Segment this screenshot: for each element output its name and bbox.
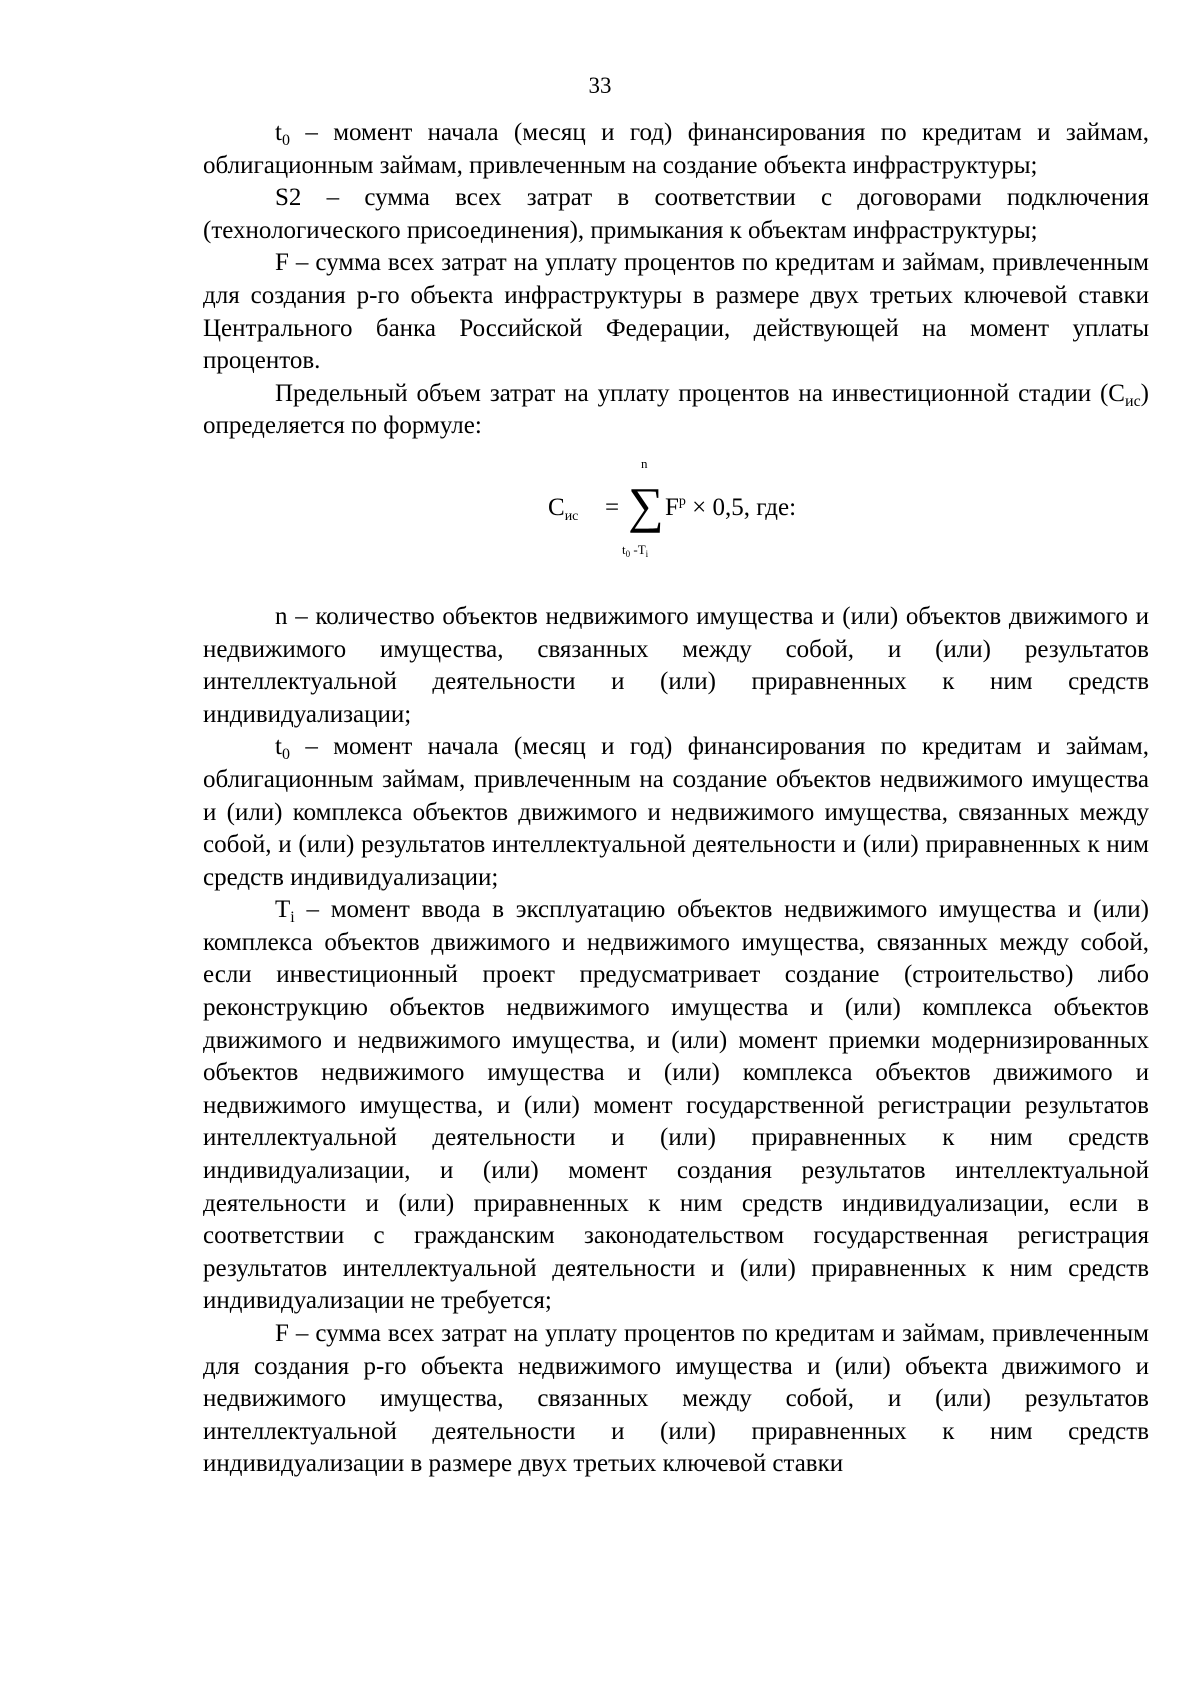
symbol-t-subscript: 0 — [281, 132, 290, 149]
paragraph-text-tail: ) определяется по формуле: — [203, 379, 1149, 440]
formula-equals: = — [605, 493, 620, 521]
paragraph-text: – момент начала (месяц и год) финансирования по кредитам и займам, облигационным займам, привлеченным на создание объекта инфраструктуры; — [203, 119, 1149, 179]
paragraph-f-definition-2 — [203, 1318, 1149, 1481]
page-number: 33 — [588, 73, 612, 98]
symbol-t: t — [275, 733, 282, 761]
formula-term — [665, 493, 796, 523]
lower-limit-t: t — [622, 541, 626, 557]
paragraph-text: Предельный объем затрат на уплату процентов на инвестиционной стадии (С — [275, 379, 1125, 407]
document-body — [203, 117, 1149, 1481]
formula-term-superscript: p — [678, 493, 686, 509]
paragraph-text: F – сумма всех затрат на уплату процентов по кредитам и займам, привлеченным для создания p-го объекта инфраструктуры в размере двух третьих ключевой ставки Центрального банка Российской Федерации, действующей на момент уплаты процентов. — [203, 249, 1149, 375]
paragraph-text: – момент ввода в эксплуатацию объектов недвижимого имущества и (или) комплекса объектов движимого и недвижимого имущества, связанных между собой, если инвестиционный проект предусматривает создание (строительство) либо реконструкцию объектов недвижимого имущества и (или) комплекса объектов движимого и недвижимого имущества, и (или) момент приемки модернизированных объектов недвижимого имущества и (или) комплекса объектов движимого и недвижимого имущества, и (или) момент государственной регистрации результатов интеллектуальной деятельности и (или) приравненных к ним средств индивидуализации, и (или) момент создания результатов интеллектуальной деятельности и (или) приравненных к ним средств индивидуализации, если в соответствии с гражданским законодательством государственная регистрация результатов интеллектуальной деятельности и (или) приравненных к ним средств индивидуализации не требуется; — [203, 896, 1149, 1315]
sum-lower-limit — [622, 543, 648, 561]
lower-limit-T-subscript: i — [645, 548, 649, 559]
formula-lhs — [548, 493, 578, 523]
formula-block — [203, 449, 1149, 579]
formula-tail: × 0,5, где: — [685, 493, 797, 521]
lower-limit-t-subscript: 0 — [625, 548, 631, 559]
symbol-T-subscript: i — [290, 909, 295, 927]
paragraph-ti-definition — [203, 894, 1149, 1318]
sum-upper-limit: n — [641, 455, 648, 471]
paragraph-t0-definition — [203, 117, 1149, 182]
paragraph-text: S2 – сумма всех затрат в соответствии с договорами подключения (технологического присоединения), примыкания к объектам инфраструктуры; — [203, 184, 1149, 244]
paragraph-text: – момент начала (месяц и год) финансирования по кредитам и займам, облигационным займам, привлеченным на создание объектов недвижимого имущества и (или) комплекса объектов движимого и недвижимого имущества, связанных между собой, и (или) результатов интеллектуальной деятельности и (или) приравненных к ним средств индивидуализации; — [203, 733, 1149, 891]
lower-limit-separator: -T — [630, 541, 646, 557]
sigma-symbol: ∑ — [628, 476, 664, 533]
paragraph-t0-definition-2 — [203, 731, 1149, 894]
paragraph-f-definition — [203, 247, 1149, 377]
symbol-T: T — [275, 896, 291, 924]
formula-term-symbol: F — [665, 493, 679, 521]
c-subscript: ис — [1125, 392, 1141, 410]
paragraph-text: F – сумма всех затрат на уплату процентов по кредитам и займам, привлеченным для создания p-го объекта недвижимого имущества и (или) объекта движимого и недвижимого имущества, связанных между собой, и (или) результатов интеллектуальной деятельности и (или) приравненных к ним средств индивидуализации в размере двух третьих ключевой ставки — [203, 1320, 1149, 1478]
formula-lhs-subscript: ис — [564, 508, 579, 524]
formula-lhs-symbol: C — [548, 493, 565, 521]
paragraph-s2-definition — [203, 182, 1149, 247]
symbol-t-subscript: 0 — [281, 746, 290, 764]
paragraph-formula-intro — [203, 378, 1149, 443]
paragraph-n-definition — [203, 601, 1149, 731]
paragraph-text: n – количество объектов недвижимого имущества и (или) объектов движимого и недвижимого имущества, связанных между собой, и (или) результатов интеллектуальной деятельности и (или) приравненных к ним средств индивидуализации; — [203, 602, 1149, 728]
symbol-t: t — [275, 119, 282, 146]
